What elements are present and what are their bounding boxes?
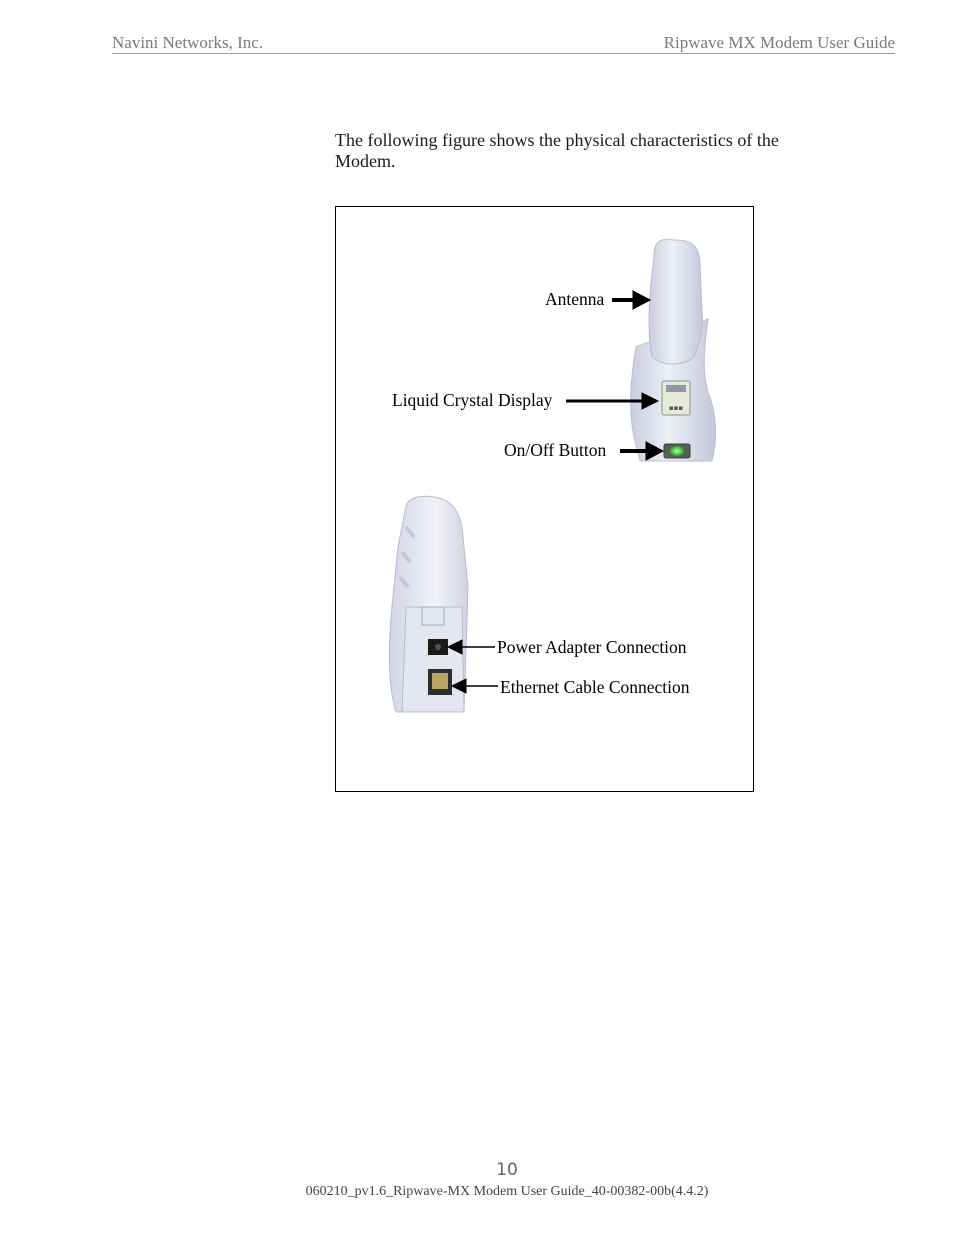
svg-text:▪▪▪: ▪▪▪ [668,404,684,412]
callout-ethernet: Ethernet Cable Connection [500,677,690,697]
callout-power-adapter: Power Adapter Connection [497,637,687,657]
callout-on-off-button: On/Off Button [504,440,607,460]
callout-lcd: Liquid Crystal Display [392,390,553,410]
page-number: 10 [496,1160,518,1180]
intro-paragraph: The following figure shows the physical characteristics of the Modem. [335,130,779,171]
modem-figure [335,206,754,792]
callout-arrows [448,291,663,693]
modem-front-view [631,240,716,461]
document-id: 060210_pv1.6_Ripwave-MX Modem User Guide_40-00382-00b(4.4.2) [305,1184,709,1199]
callout-antenna: Antenna [545,289,605,309]
header-rule [112,53,895,54]
power-led [670,446,684,456]
header-company: Navini Networks, Inc. [112,33,264,52]
header-guide-title: Ripwave MX Modem User Guide [663,33,895,52]
antenna-shape [649,240,702,365]
modem-rear-view [389,496,468,712]
